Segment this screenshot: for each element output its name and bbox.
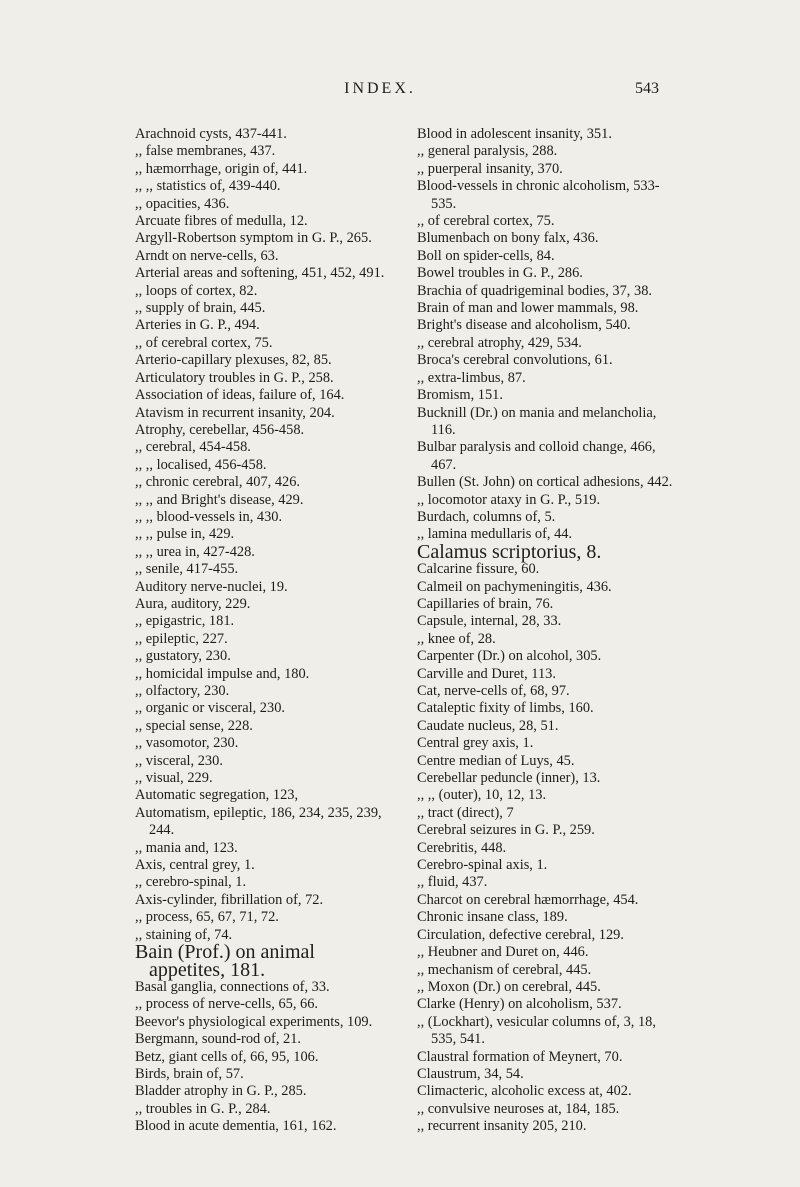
index-entry: Cat, nerve-cells of, 68, 97. [417,683,570,699]
index-entry: Association of ideas, failure of, 164. [135,387,345,404]
index-entry: ,, of cerebral cortex, 75. [135,334,273,351]
index-entry: ,, of cerebral cortex, 75. [417,213,555,230]
index-entry: Chronic insane class, 189. [417,909,568,926]
index-entry: Centre median of Luys, 45. [417,752,575,769]
index-entry: Cerebellar peduncle (inner), 13. [417,770,601,787]
index-entry: ,, cerebral atrophy, 429, 534. [417,334,582,351]
index-entry: ,, hæmorrhage, origin of, 441. [135,160,308,177]
index-entry: Bright's disease and alcoholism, 540. [417,317,631,334]
index-entry: Axis-cylinder, fibrillation of, 72. [135,891,324,908]
index-entry: ,, false membranes, 437. [135,143,276,160]
index-entry: ,, loops of cortex, 82. [135,282,258,299]
index-entry: ,, visual, 229. [135,770,213,787]
index-entry: ,, recurrent insanity 205, 210. [417,1118,587,1135]
index-entry: ,, convulsive neuroses at, 184, 185. [417,1100,620,1117]
index-entry: Caudate nucleus, 28, 51. [417,717,559,734]
index-entry: Bucknill (Dr.) on mania and melancholia, 116. [417,404,657,438]
index-entry: ,, cerebro-spinal, 1. [135,874,247,891]
index-entry: ,, olfactory, 230. [135,683,230,699]
index-entry: ,, extra-limbus, 87. [417,369,526,386]
index-entry: ,, staining of, 74. [135,926,233,943]
index-entry: Broca's cerebral convolutions, 61. [417,352,613,369]
index-entry: ,, ,, pulse in, 429. [135,526,235,543]
index-entry: Articulatory troubles in G. P., 258. [135,369,334,386]
index-entry: Brain of man and lower mammals, 98. [417,300,639,317]
index-entry: Calamus scriptorius, 8. [417,540,602,563]
index-entry: Blumenbach on bony falx, 436. [417,230,599,247]
index-entry: ,, special sense, 228. [135,717,253,734]
index-entry: Capsule, internal, 28, 33. [417,613,562,630]
index-entry: ,, knee of, 28. [417,630,496,647]
index-entry: Axis, central grey, 1. [135,857,255,874]
page-number: 543 [635,80,659,97]
index-entry: ,, homicidal impulse and, 180. [135,665,310,682]
index-entry: Birds, brain of, 57. [135,1065,244,1082]
index-entry: Arterial areas and softening, 451, 452, 491. [135,265,385,282]
index-entry: ,, lamina medullaris of, 44. [417,526,573,543]
index-entry: ,, ,, statistics of, 439-440. [135,178,281,195]
index-entry: Bowel troubles in G. P., 286. [417,265,583,282]
index-entry: ,, supply of brain, 445. [135,300,266,317]
index-entry: ,, epigastric, 181. [135,613,235,630]
index-entry: Circulation, defective cerebral, 129. [417,926,624,943]
index-entry: Climacteric, alcoholic excess at, 402. [417,1083,632,1100]
index-entry: Boll on spider-cells, 84. [417,247,555,264]
index-entry: ,, puerperal insanity, 370. [417,160,563,177]
index-entry: Bladder atrophy in G. P., 285. [135,1083,307,1100]
index-entry: Burdach, columns of, 5. [417,508,556,525]
index-entry: Argyll-Robertson symptom in G. P., 265. [135,230,372,247]
index-entry: ,, ,, blood-vessels in, 430. [135,508,283,525]
index-entry: ,, ,, (outer), 10, 12, 13. [417,787,547,804]
index-entry: Atrophy, cerebellar, 456-458. [135,421,305,438]
index-entry: Claustral formation of Meynert, 70. [417,1048,623,1065]
index-entry: Blood in acute dementia, 161, 162. [135,1118,337,1135]
index-entry: Cataleptic fixity of limbs, 160. [417,700,594,717]
index-entry: ,, epileptic, 227. [135,630,228,647]
index-entry: ,, cerebral, 454-458. [135,439,251,456]
index-entry: Atavism in recurrent insanity, 204. [135,404,335,421]
index-entry: Bullen (St. John) on cortical adhesions, 442. [417,474,673,491]
index-entry: ,, tract (direct), 7 [417,804,514,821]
index-entry: ,, (Lockhart), vesicular columns of, 3, 18, 535, 541. [417,1013,656,1048]
index-entry: ,, opacities, 436. [135,195,230,212]
index-entry: Bulbar paralysis and colloid change, 466, 467. [417,439,656,473]
index-entry: Auditory nerve-nuclei, 19. [135,578,288,595]
index-entry: Blood-vessels in chronic alcoholism, 533-535. [417,178,660,212]
index-entry: Arcuate fibres of medulla, 12. [135,213,308,230]
index-entry: Charcot on cerebral hæmorrhage, 454. [417,891,639,908]
running-title: INDEX. [344,80,416,97]
index-column-left [135,126,395,1136]
index-entry: Automatic segregation, 123, [135,787,299,804]
index-entry: Bain (Prof.) on animal appetites, 181. [135,941,315,981]
index-entry: ,, visceral, 230. [135,752,223,769]
index-entry: Carpenter (Dr.) on alcohol, 305. [417,648,602,665]
index-entry: Claustrum, 34, 54. [417,1065,524,1082]
index-entry: ,, ,, urea in, 427-428. [135,543,255,560]
index-entry: Automatism, epileptic, 186, 234, 235, 239, 244. [135,804,382,839]
index-entry: Bromism, 151. [417,387,503,404]
index-entry: Betz, giant cells of, 66, 95, 106. [135,1048,319,1065]
index-entry: Bergmann, sound-rod of, 21. [135,1031,302,1048]
index-entry: Cerebral seizures in G. P., 259. [417,822,595,839]
index-entry: Beevor's physiological experiments, 109. [135,1013,373,1030]
index-entry: Aura, auditory, 229. [135,595,251,612]
index-entry: Clarke (Henry) on alcoholism, 537. [417,996,622,1013]
index-entry: Arteries in G. P., 494. [135,317,260,334]
index-entry: Brachia of quadrigeminal bodies, 37, 38. [417,282,652,299]
index-entry: ,, ,, and Bright's disease, 429. [135,491,304,508]
index-entry: ,, general paralysis, 288. [417,143,558,160]
index-entry: ,, mania and, 123. [135,839,238,856]
index-entry: ,, troubles in G. P., 284. [135,1100,271,1117]
index-entry: Cerebritis, 448. [417,839,507,856]
index-entry: Arachnoid cysts, 437-441. [135,126,287,142]
index-entry: ,, Heubner and Duret on, 446. [417,944,589,961]
index-entry: Arndt on nerve-cells, 63. [135,247,279,264]
index-entry: ,, process, 65, 67, 71, 72. [135,909,279,926]
page-header [0,80,800,104]
index-entry: ,, senile, 417-455. [135,561,239,578]
index-entry: ,, locomotor ataxy in G. P., 519. [417,491,601,508]
index-entry: ,, chronic cerebral, 407, 426. [135,474,301,491]
index-entry: ,, fluid, 437. [417,874,488,891]
index-entry: Cerebro-spinal axis, 1. [417,857,548,874]
index-entry: Calcarine fissure, 60. [417,561,540,578]
index-entry: Central grey axis, 1. [417,735,534,752]
index-entry: ,, gustatory, 230. [135,648,231,665]
index-entry: Basal ganglia, connections of, 33. [135,978,330,995]
index-entry: ,, ,, localised, 456-458. [135,456,267,473]
index-entry: Capillaries of brain, 76. [417,595,554,612]
index-entry: Blood in adolescent insanity, 351. [417,126,612,142]
index-entry: ,, Moxon (Dr.) on cerebral, 445. [417,978,601,995]
index-entry: ,, mechanism of cerebral, 445. [417,961,592,978]
index-entry: Carville and Duret, 113. [417,665,556,682]
index-entry: Arterio-capillary plexuses, 82, 85. [135,352,332,369]
index-entry: Calmeil on pachymeningitis, 436. [417,578,612,595]
index-entry: ,, organic or visceral, 230. [135,700,285,717]
index-entry: ,, process of nerve-cells, 65, 66. [135,996,319,1013]
index-column-right [417,126,677,1136]
index-entry: ,, vasomotor, 230. [135,735,239,752]
